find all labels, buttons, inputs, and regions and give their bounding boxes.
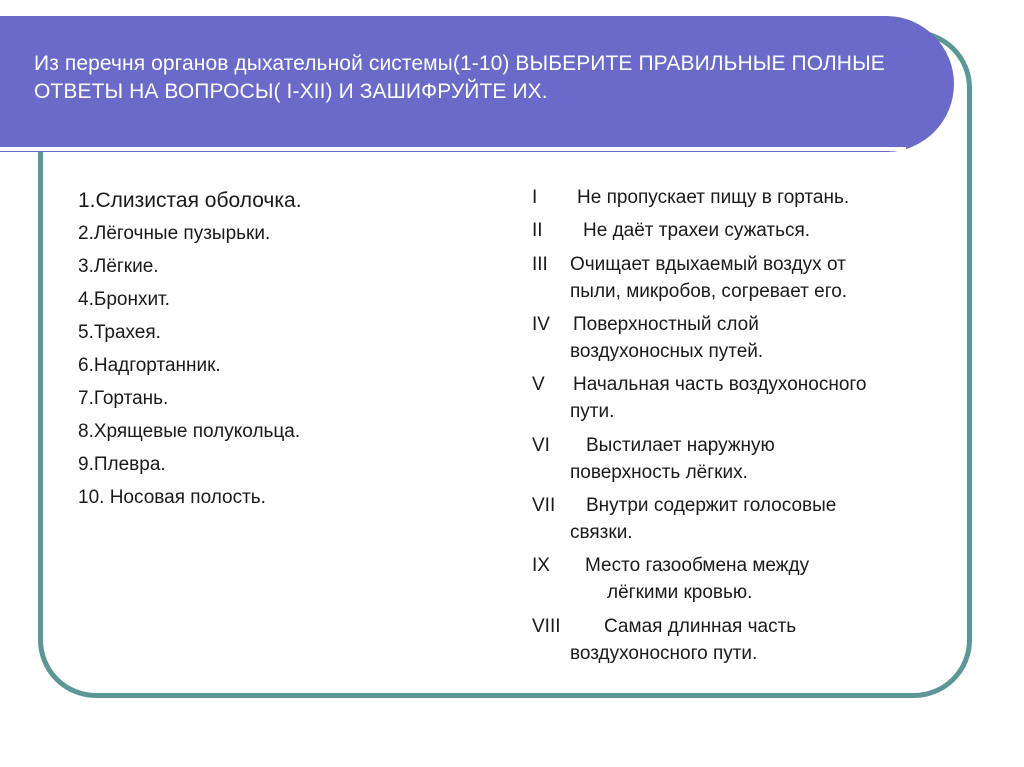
- question-number: VIII: [532, 616, 561, 637]
- question-text-continued: связки.: [570, 522, 633, 543]
- question-number: VI: [532, 435, 550, 456]
- question-item: [532, 371, 972, 425]
- slide-title: Из перечня органов дыхательной системы(1-10) ВЫБЕРИТЕ ПРАВИЛЬНЫЕ ПОЛНЫЕ ОТВЕТЫ НА ВОПРОСЫ( I-XII) И ЗАШИФРУЙТЕ ИХ.: [34, 52, 885, 103]
- question-item: [532, 432, 972, 486]
- question-number: I: [532, 187, 538, 208]
- question-text-continued: лёгкими кровью.: [607, 582, 753, 603]
- question-number: IV: [532, 314, 550, 335]
- organ-item: 1.Слизистая оболочка.: [78, 189, 302, 212]
- question-text: Выстилает наружную: [586, 435, 775, 456]
- question-item: [532, 251, 972, 305]
- question-text-continued: поверхность лёгких.: [570, 462, 748, 483]
- organ-item: 10. Носовая полость.: [78, 487, 266, 508]
- title-banner: [0, 16, 954, 152]
- question-item: [532, 217, 972, 244]
- organ-item: 7.Гортань.: [78, 388, 169, 409]
- question-text: Не даёт трахеи сужаться.: [583, 220, 811, 241]
- question-item: [532, 552, 972, 606]
- question-number: VII: [532, 495, 556, 516]
- organ-list: [78, 184, 302, 514]
- question-text-continued: воздухоносного пути.: [570, 643, 758, 664]
- question-text: Место газообмена между: [585, 555, 810, 576]
- question-number: IX: [532, 555, 550, 576]
- organ-item: 4.Бронхит.: [78, 289, 170, 310]
- question-item: [532, 184, 972, 211]
- organ-item: 5.Трахея.: [78, 322, 161, 343]
- organ-item: 3.Лёгкие.: [78, 256, 159, 277]
- question-text: Очищает вдыхаемый воздух от: [570, 254, 846, 275]
- question-text: Не пропускает пищу в гортань.: [577, 187, 850, 208]
- organ-item: 8.Хрящевые полукольца.: [78, 421, 301, 442]
- question-text-continued: воздухоносных путей.: [570, 341, 764, 362]
- question-number: V: [532, 374, 545, 395]
- question-item: [532, 311, 972, 365]
- question-text: Внутри содержит голосовые: [586, 495, 837, 516]
- question-text: Самая длинная часть: [604, 616, 797, 637]
- question-item: [532, 492, 972, 546]
- question-number: II: [532, 220, 543, 241]
- question-text: Начальная часть воздухоносного: [573, 374, 867, 395]
- organ-item: 2.Лёгочные пузырьки.: [78, 223, 271, 244]
- question-text-continued: пути.: [570, 401, 615, 422]
- title-underline: [0, 147, 906, 151]
- question-number: III: [532, 254, 548, 275]
- question-text: Поверхностный слой: [573, 314, 759, 335]
- organ-item: 9.Плевра.: [78, 454, 166, 475]
- question-item: [532, 613, 972, 667]
- organ-item: 6.Надгортанник.: [78, 355, 221, 376]
- question-text-continued: пыли, микробов, согревает его.: [570, 281, 848, 302]
